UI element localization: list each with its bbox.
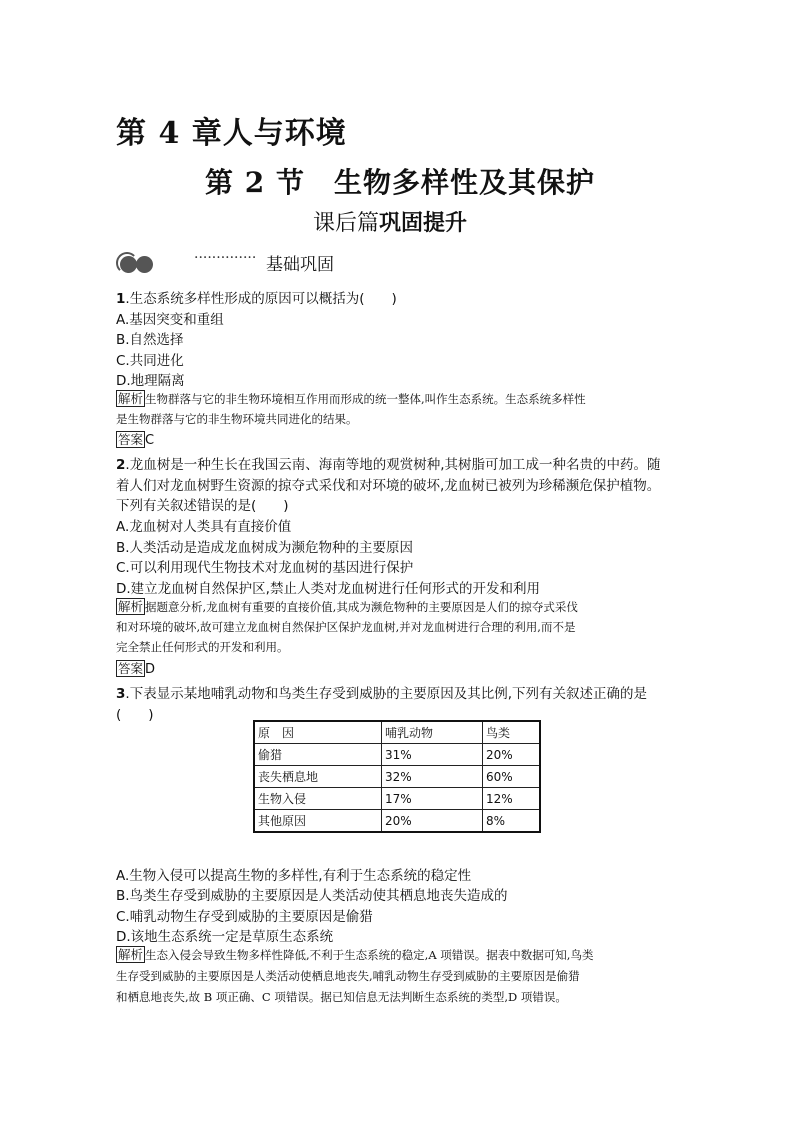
question-1-stem: 1.生态系统多样性形成的原因可以概括为( ) <box>116 291 397 307</box>
table-cell: 12% <box>483 788 541 810</box>
explanation-tag: 解析 <box>118 391 144 406</box>
explanation-tag: 解析 <box>118 947 144 962</box>
dot-leader: ·············· <box>194 250 257 266</box>
q2-option-b: B.人类活动是造成龙血树成为濒危物种的主要原因 <box>116 540 414 556</box>
q1-explanation-line-1: 解析 生物群落与它的非生物环境相互作用而形成的统一整体,叫作生态系统。生态系统多样性 <box>118 391 586 406</box>
threat-causes-table <box>253 720 541 833</box>
q1-option-d: D.地理隔离 <box>116 373 185 389</box>
answer-tag: 答案 <box>118 661 144 676</box>
table-row <box>254 788 540 810</box>
q2-option-a: A.龙血树对人类具有直接价值 <box>116 519 292 535</box>
section-badge-icon <box>116 252 156 274</box>
q3-explanation-line-1: 解析 生态入侵会导致生物多样性降低,不利于生态系统的稳定,A 项错误。据表中数据可知,鸟类 <box>118 947 594 962</box>
table-row <box>254 744 540 766</box>
table-header-cell: 哺乳动物 <box>382 721 483 744</box>
q3-option-a: A.生物入侵可以提高生物的多样性,有利于生态系统的稳定性 <box>116 868 472 884</box>
question-3-stem-line-1: 3.下表显示某地哺乳动物和鸟类生存受到威胁的主要原因及其比例,下列有关叙述正确的是 <box>116 686 647 702</box>
q2-explanation-line-2: 和对环境的破坏,故可建立龙血树自然保护区保护龙血树,并对龙血树进行合理的利用,而不是 <box>116 620 576 634</box>
subheading-bold: 巩固提升 <box>379 211 468 236</box>
chapter-title: 第 4 章人与环境 <box>116 116 347 151</box>
table-cell: 32% <box>382 766 483 788</box>
q2-option-c: C.可以利用现代生物技术对龙血树的基因进行保护 <box>116 560 414 576</box>
q2-explanation-line-3: 完全禁止任何形式的开发和利用。 <box>116 640 289 654</box>
table-cell: 8% <box>483 810 541 833</box>
question-3-stem-line-2: ( ) <box>116 707 154 723</box>
q3-explanation-line-3: 和栖息地丧失,故 B 项正确、C 项错误。据已知信息无法判断生态系统的类型,D 项错误。 <box>116 990 567 1004</box>
q1-answer: 答案 C <box>118 432 155 448</box>
table-row <box>254 810 540 833</box>
table-cell: 丧失栖息地 <box>254 766 382 788</box>
table-row <box>254 766 540 788</box>
q2-explanation-line-1: 解析 据题意分析,龙血树有重要的直接价值,其成为濒危物种的主要原因是人们的掠夺式采伐 <box>118 599 578 614</box>
q3-option-d: D.该地生态系统一定是草原生态系统 <box>116 929 334 945</box>
q2-option-d: D.建立龙血树自然保护区,禁止人类对龙血树进行任何形式的开发和利用 <box>116 581 540 597</box>
table-header-cell: 鸟类 <box>483 721 541 744</box>
q2-answer: 答案 D <box>118 661 156 677</box>
table-header-cell: 原 因 <box>254 721 382 744</box>
q1-explanation-line-2: 是生物群落与它的非生物环境共同进化的结果。 <box>116 412 358 426</box>
table-cell: 生物入侵 <box>254 788 382 810</box>
q3-option-b: B.鸟类生存受到威胁的主要原因是人类活动使其栖息地丧失造成的 <box>116 888 508 904</box>
table-header-row <box>254 721 540 744</box>
q1-option-c: C.共同进化 <box>116 353 184 369</box>
table-cell: 20% <box>483 744 541 766</box>
subheading-plain: 课后篇 <box>313 211 380 236</box>
table-cell: 偷猎 <box>254 744 382 766</box>
table-cell: 20% <box>382 810 483 833</box>
answer-tag: 答案 <box>118 432 144 447</box>
section-title: 第 2 节 生物多样性及其保护 <box>205 166 595 199</box>
table-cell: 31% <box>382 744 483 766</box>
basic-label: 基础巩固 <box>266 255 334 275</box>
question-2-stem-line-3: 下列有关叙述错误的是( ) <box>116 498 289 514</box>
table-cell: 其他原因 <box>254 810 382 833</box>
question-2-stem-line-1: 2.龙血树是一种生长在我国云南、海南等地的观赏树种,其树脂可加工成一种名贵的中药。随 <box>116 457 661 473</box>
question-2-stem-line-2: 着人们对龙血树野生资源的掠夺式采伐和对环境的破坏,龙血树已被列为珍稀濒危保护植物。 <box>116 478 661 494</box>
q1-option-a: A.基因突变和重组 <box>116 312 224 328</box>
q1-option-b: B.自然选择 <box>116 332 184 348</box>
q3-explanation-line-2: 生存受到威胁的主要原因是人类活动使栖息地丧失,哺乳动物生存受到威胁的主要原因是偷猎 <box>116 969 580 983</box>
q3-option-c: C.哺乳动物生存受到威胁的主要原因是偷猎 <box>116 909 373 925</box>
subheading <box>313 206 467 237</box>
explanation-tag: 解析 <box>118 599 144 614</box>
table-cell: 60% <box>483 766 541 788</box>
table-cell: 17% <box>382 788 483 810</box>
